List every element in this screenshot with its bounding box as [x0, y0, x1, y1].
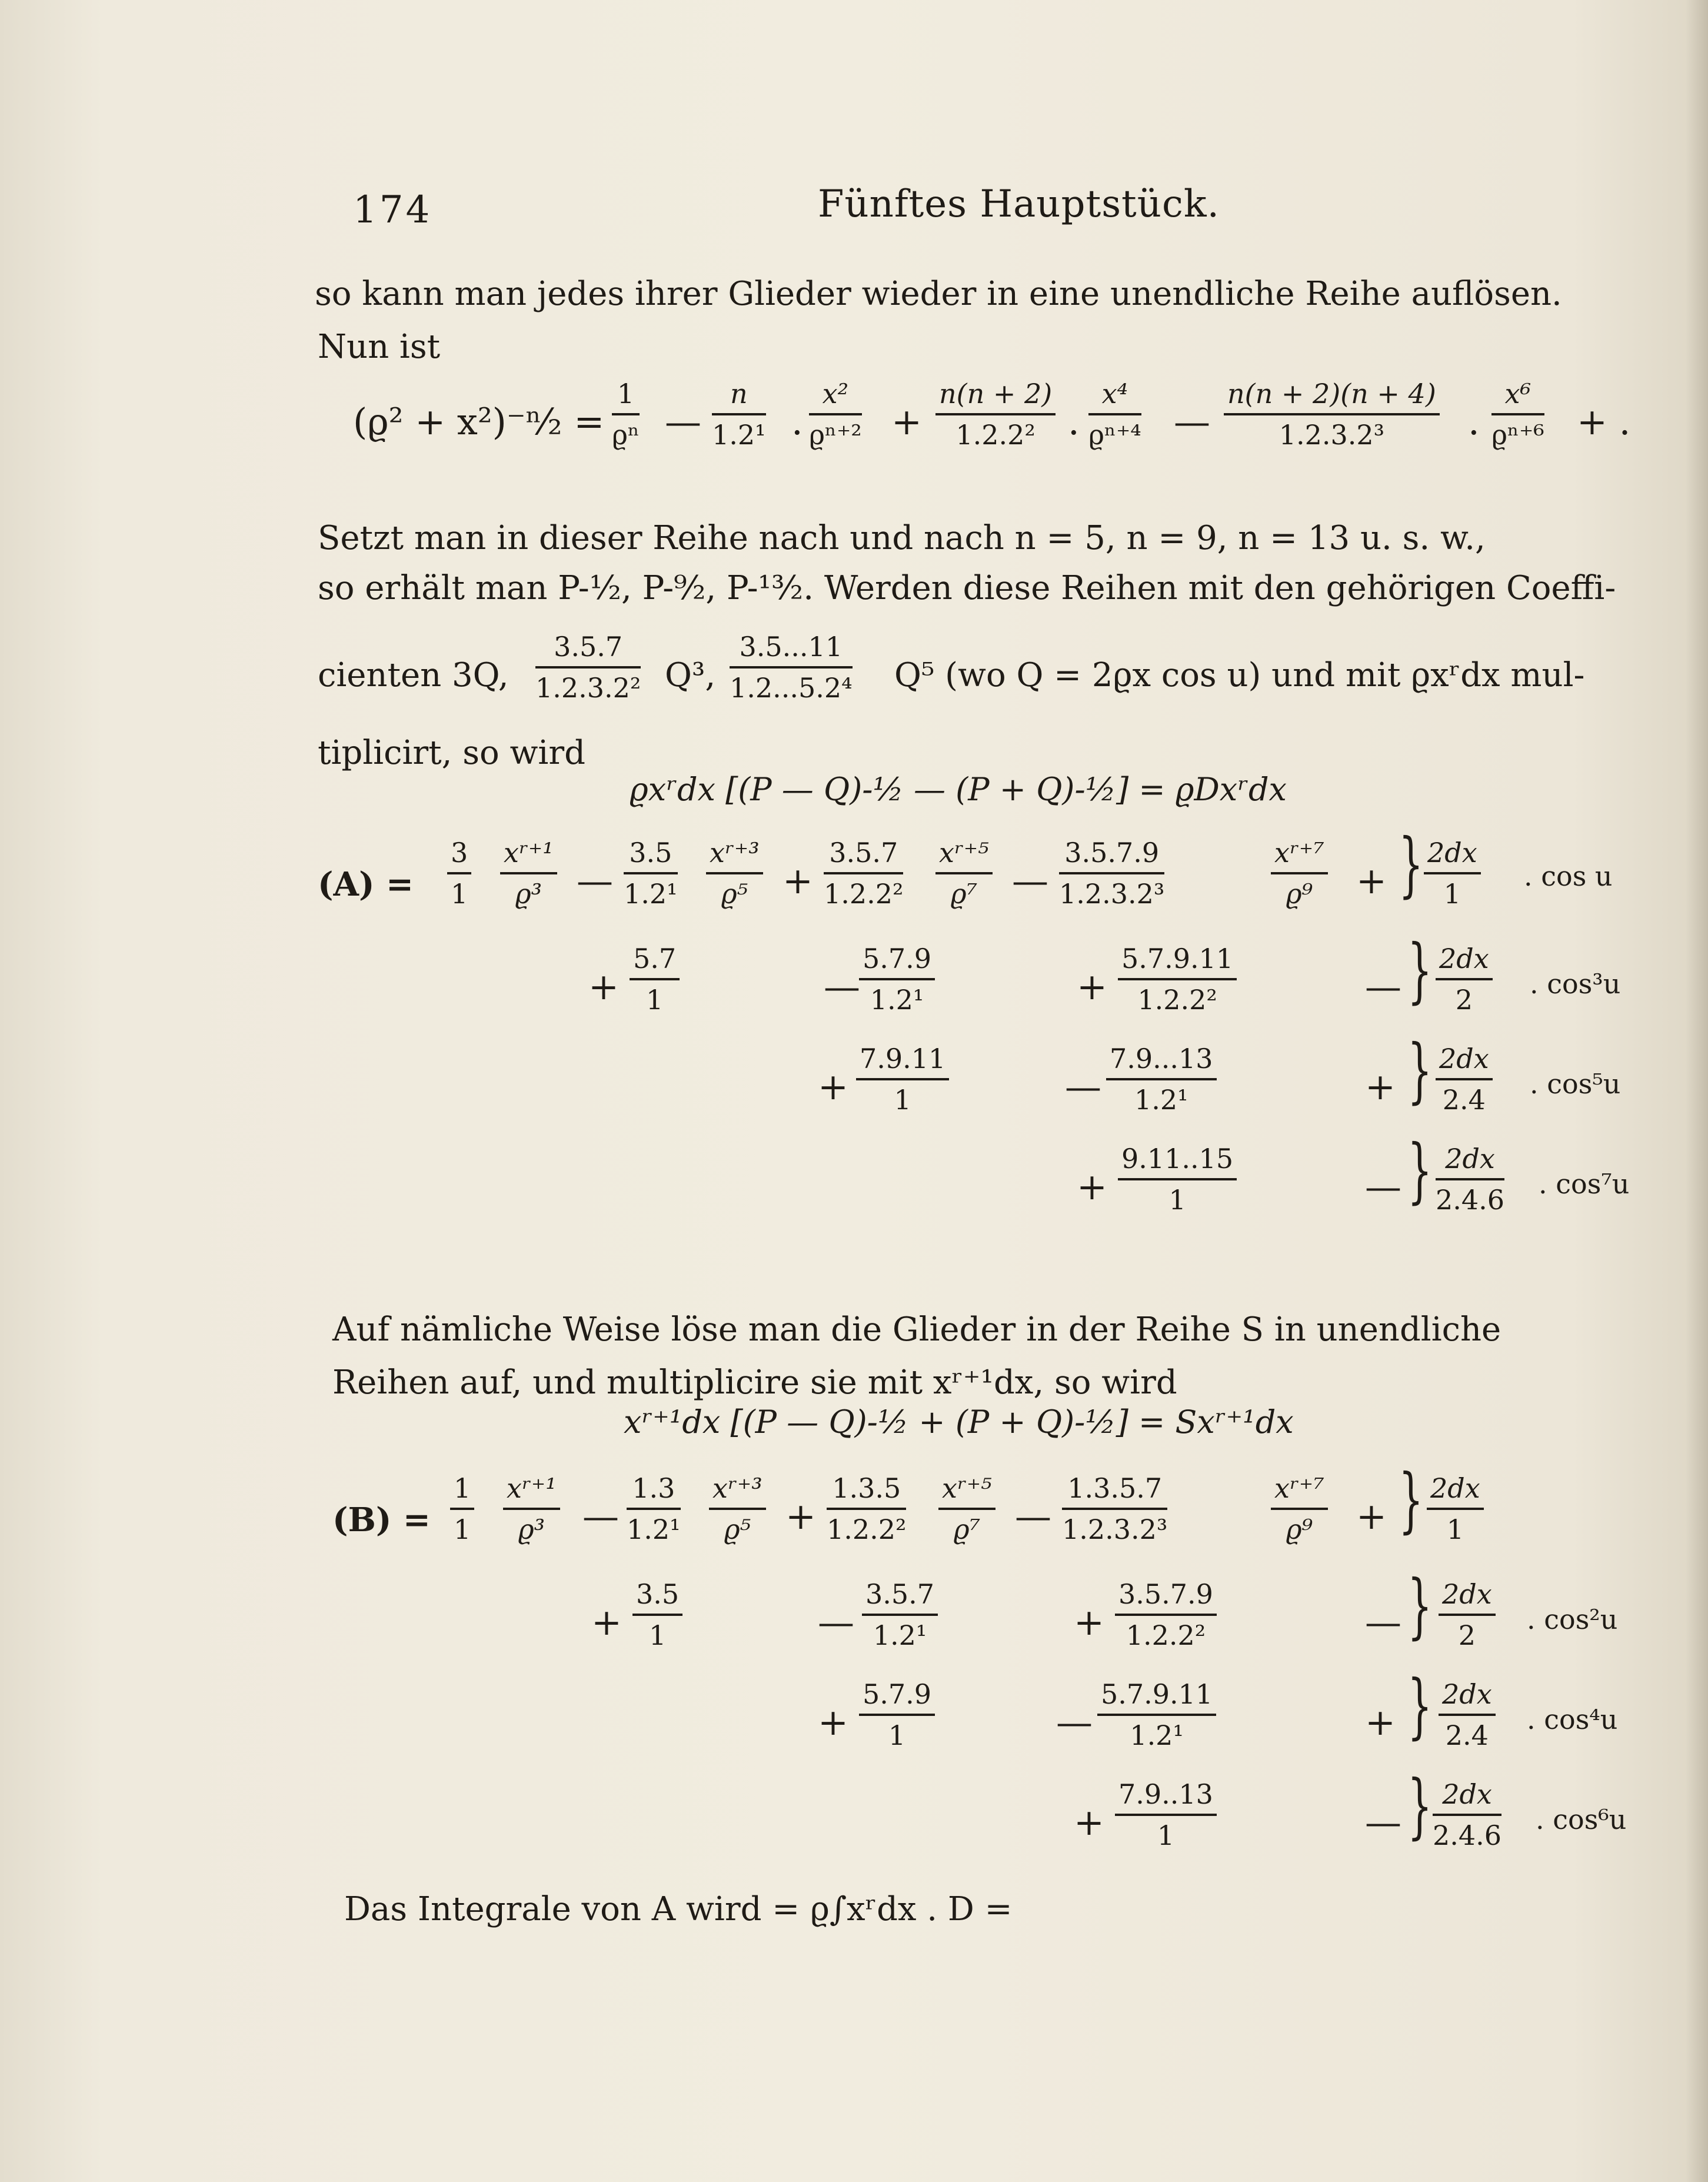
fraction — [632, 1577, 682, 1652]
math-term: 3.5.7.9 — [1059, 836, 1164, 874]
math-operator: + — [818, 1065, 848, 1108]
math-term: x⁶ — [1491, 377, 1544, 415]
math-operator: + — [1365, 1701, 1396, 1744]
math-term: 2.4.6 — [1433, 1820, 1502, 1851]
page-header — [353, 177, 1236, 247]
math-term: 3.5 — [624, 836, 678, 874]
math-term: ϱ⁷ — [950, 878, 978, 910]
brace: } — [1407, 1565, 1433, 1647]
cosine-factor: . cos³u — [1530, 968, 1621, 1000]
fraction — [1271, 836, 1328, 911]
math-term: xʳ⁺¹ — [500, 836, 557, 874]
math-term: 2dx — [1439, 1577, 1496, 1616]
fraction — [1424, 836, 1481, 911]
math-term: 7.9..13 — [1115, 1777, 1217, 1816]
series-equation — [353, 377, 1647, 471]
math-term: xʳ⁺⁵ — [938, 1471, 995, 1510]
fraction — [627, 1471, 681, 1546]
math-term: 1 — [451, 878, 468, 910]
math-term: n(n + 2) — [935, 377, 1056, 415]
fraction — [1106, 1042, 1217, 1117]
math-operator: + — [1074, 1601, 1104, 1644]
page-number: 174 — [353, 188, 432, 232]
math-term: 2dx — [1433, 1777, 1501, 1816]
math-term: 3.5.7.9 — [1115, 1577, 1217, 1616]
fraction — [1271, 1471, 1328, 1546]
fraction — [862, 1577, 938, 1652]
equation-b-head: xʳ⁺¹dx [(P — Q)-½ + (P + Q)-½] = Sxʳ⁺¹dx — [624, 1403, 1294, 1441]
text-line: Das Integrale von A wird = ϱ∫xʳdx . D = — [344, 1890, 1013, 1928]
math-term: ϱⁿ — [612, 419, 640, 451]
math-term: 1.2¹ — [627, 1514, 681, 1545]
math-term: 1.2¹ — [873, 1619, 927, 1651]
math-term: xʳ⁺³ — [706, 836, 763, 874]
math-operator: — — [1065, 1065, 1101, 1108]
math-operator: — — [1056, 1701, 1093, 1744]
fraction — [859, 942, 935, 1017]
math-operator: + — [891, 400, 922, 443]
fraction — [1224, 377, 1440, 452]
math-term: 2.4.6 — [1436, 1184, 1505, 1216]
fraction — [824, 836, 903, 911]
math-term: 1.2¹ — [870, 984, 924, 1016]
equation-label: (A) = — [318, 865, 414, 904]
brace: } — [1407, 1765, 1433, 1847]
math-term: 2dx — [1436, 1142, 1504, 1180]
math-term: 5.7.9.11 — [1118, 942, 1237, 980]
math-term: ϱ³ — [515, 878, 542, 910]
math-term: xʳ⁺⁷ — [1271, 836, 1328, 874]
math-term: 1.2.2² — [955, 419, 1036, 451]
math-operator: + — [1365, 1065, 1396, 1108]
math-term: 1.2...5.2⁴ — [730, 672, 853, 704]
math-term: 1 — [454, 1514, 471, 1545]
math-term: 1.2.3.2³ — [1278, 419, 1385, 451]
text-line: Reihen auf, und multiplicire sie mit xʳ⁺¹dx, so wird — [332, 1363, 1177, 1402]
math-term: ϱⁿ⁺⁴ — [1088, 419, 1141, 451]
text-line: Setzt man in dieser Reihe nach und nach n = 5, n = 9, n = 13 u. s. w., — [318, 519, 1486, 557]
fraction — [1491, 377, 1544, 452]
math-term: 1.3 — [627, 1471, 681, 1510]
math-operator: — — [1012, 859, 1048, 902]
math-term: 1.2.3.2² — [535, 672, 641, 704]
fraction — [859, 1677, 935, 1752]
text-line: so kann man jedes ihrer Glieder wieder in eine unendliche Reihe auflösen. — [315, 275, 1562, 313]
math-operator: + — [1356, 1495, 1387, 1538]
math-term: 1 — [1443, 878, 1461, 910]
math-term: 2dx — [1439, 1677, 1496, 1716]
fraction — [630, 942, 680, 1017]
math-term: 1.2¹ — [712, 419, 766, 451]
text-line: so erhält man P-½, P-⁹⁄₂, P-¹³⁄₂. Werden diese Reihen mit den gehörigen Coeffi- — [318, 569, 1616, 607]
fraction — [1062, 1471, 1167, 1546]
running-head: Fünftes Hauptstück. — [818, 182, 1220, 226]
fraction — [856, 1042, 949, 1117]
math-term: 1 — [1168, 1184, 1186, 1216]
fraction — [1433, 1777, 1501, 1852]
math-term: 1.2.2² — [827, 1514, 907, 1545]
fraction — [935, 377, 1056, 452]
math-term: 3.5 — [632, 1577, 682, 1616]
equation-b-block — [332, 1459, 1644, 1871]
math-term: 1.2¹ — [1134, 1084, 1188, 1116]
math-term: x⁴ — [1088, 377, 1141, 415]
math-term: 1.2¹ — [624, 878, 678, 910]
fraction — [1118, 942, 1237, 1017]
math-term: 9.11..15 — [1118, 1142, 1237, 1180]
math-term: 2.4 — [1442, 1084, 1486, 1116]
math-term: 1 — [645, 984, 664, 1016]
fraction — [712, 377, 766, 452]
math-operator: — — [1365, 1165, 1401, 1208]
cosine-factor: . cos⁴u — [1527, 1704, 1618, 1735]
fraction — [447, 836, 471, 911]
fraction — [503, 1471, 560, 1546]
math-term: 1.2.2² — [1126, 1619, 1206, 1651]
math-term: 1.2.2² — [824, 878, 904, 910]
math-term: 3 — [447, 836, 471, 874]
math-operator: + — [783, 859, 813, 902]
math-term: 2dx — [1436, 942, 1493, 980]
math-term: n(n + 2)(n + 4) — [1224, 377, 1440, 415]
brace: } — [1399, 1459, 1424, 1541]
fraction — [827, 1471, 906, 1546]
math-operator: — — [1015, 1495, 1051, 1538]
fraction — [1097, 1677, 1216, 1752]
math-term: ϱ⁵ — [721, 878, 748, 910]
math-operator: + — [1074, 1801, 1104, 1844]
math-operator: + — [1077, 965, 1107, 1008]
math-term: ϱⁿ⁺² — [809, 419, 862, 451]
fraction — [1439, 1577, 1496, 1652]
math-operator: — — [1365, 1601, 1401, 1644]
text-line: tiplicirt, so wird — [318, 734, 585, 772]
cosine-factor: . cos²u — [1527, 1604, 1618, 1635]
math-term: ϱ⁷ — [953, 1514, 981, 1545]
fraction — [1436, 1042, 1493, 1117]
math-term: 1.2.3.2³ — [1062, 1514, 1168, 1545]
math-term: ϱ⁵ — [724, 1514, 751, 1545]
math-term: 1 — [888, 1719, 906, 1751]
math-term: 1.3.5 — [827, 1471, 906, 1510]
math-operator: — — [665, 400, 701, 443]
fraction — [938, 1471, 995, 1546]
math-operator: + — [785, 1495, 816, 1538]
fraction — [612, 377, 640, 452]
math-term: 7.9.11 — [856, 1042, 949, 1080]
fraction — [1115, 1577, 1217, 1652]
math-operator: — — [824, 965, 860, 1008]
math-term: 1.3.5.7 — [1062, 1471, 1167, 1510]
math-operator: — — [1174, 400, 1210, 443]
brace: } — [1407, 1030, 1433, 1112]
fraction — [730, 630, 853, 705]
math-term: ϱⁿ⁺⁶ — [1491, 419, 1544, 451]
math-term: 5.7 — [630, 942, 680, 980]
fraction — [1088, 377, 1141, 452]
math-term: xʳ⁺⁷ — [1271, 1471, 1328, 1510]
fraction — [706, 836, 763, 911]
math-term: 3.5.7 — [535, 630, 641, 668]
fraction — [500, 836, 557, 911]
math-operator: — — [577, 859, 613, 902]
fraction — [624, 836, 678, 911]
math-term: 1 — [1446, 1514, 1464, 1545]
equation-label: (B) = — [332, 1501, 431, 1539]
math-term: 5.7.9.11 — [1097, 1677, 1216, 1716]
math-term: 1.2.2² — [1137, 984, 1217, 1016]
fraction — [1436, 1142, 1504, 1217]
math-operator: + — [818, 1701, 848, 1744]
math-term: ϱ⁹ — [1286, 878, 1313, 910]
brace: } — [1407, 1130, 1433, 1212]
math-term: 2 — [1458, 1619, 1476, 1651]
math-term: 1.2¹ — [1130, 1719, 1184, 1751]
math-term: 1 — [450, 1471, 474, 1510]
math-operator: . — [791, 400, 803, 443]
math-operator: . — [1468, 400, 1480, 443]
page-edge-shadow — [1686, 0, 1708, 2182]
math-term: 2 — [1455, 984, 1473, 1016]
math-term: 1 — [894, 1084, 911, 1116]
cosine-factor: . cos u — [1524, 860, 1613, 892]
math-term: 3.5.7 — [862, 1577, 938, 1616]
equation-lhs: (ϱ² + x²)⁻ⁿ⁄₂ = — [353, 400, 605, 443]
math-term: xʳ⁺⁵ — [935, 836, 993, 874]
equation-a-block — [318, 824, 1642, 1248]
math-term: 2dx — [1436, 1042, 1493, 1080]
fraction — [1439, 1677, 1496, 1752]
math-term: 1.2.3.2³ — [1059, 878, 1165, 910]
math-term: 5.7.9 — [859, 1677, 935, 1716]
equation-a-head: ϱxʳdx [(P — Q)-½ — (P + Q)-½] = ϱDxʳdx — [630, 771, 1287, 808]
math-term: 2.4 — [1445, 1719, 1489, 1751]
fraction — [809, 377, 862, 452]
math-term: x² — [809, 377, 862, 415]
math-operator: — — [1365, 1801, 1401, 1844]
fraction — [450, 1471, 474, 1546]
brace: } — [1407, 1665, 1433, 1747]
brace: } — [1407, 930, 1433, 1012]
math-term: 1 — [612, 377, 640, 415]
math-term: 5.7.9 — [859, 942, 935, 980]
cosine-factor: . cos⁵u — [1530, 1068, 1621, 1100]
math-term: 2dx — [1427, 1471, 1484, 1510]
text-line: Nun ist — [318, 328, 441, 366]
math-term: 1 — [648, 1619, 667, 1651]
math-operator: + — [588, 965, 619, 1008]
math-operator: + — [591, 1601, 622, 1644]
cosine-factor: . cos⁶u — [1536, 1804, 1627, 1835]
text-line: Auf nämliche Weise löse man die Glieder in der Reihe S in unendliche — [332, 1310, 1501, 1349]
math-operator: — — [582, 1495, 619, 1538]
math-term: xʳ⁺¹ — [503, 1471, 560, 1510]
fraction — [1436, 942, 1493, 1017]
fraction — [1059, 836, 1164, 911]
fraction — [1427, 1471, 1484, 1546]
cosine-factor: . cos⁷u — [1539, 1168, 1630, 1200]
math-term: 2dx — [1424, 836, 1481, 874]
coefficients-line: cienten 3Q, $\frac{3.5.7}{\text{1.2.3.2²}}$ Q³, $\frac{3.5...11}{\text{1.2...5.2⁴}}$ Q⁵ (wo Q = 2ϱx cos u) und mit ϱxʳdx mul- — [318, 631, 1585, 704]
math-term: 1 — [1157, 1820, 1175, 1851]
math-operator: — — [1365, 965, 1401, 1008]
math-term: 3.5...11 — [730, 630, 853, 668]
math-term: ϱ⁹ — [1286, 1514, 1313, 1545]
math-operator: — — [818, 1601, 854, 1644]
math-term: 3.5.7 — [824, 836, 903, 874]
math-operator: + — [1077, 1165, 1107, 1208]
brace: } — [1399, 824, 1424, 906]
fraction — [1118, 1142, 1237, 1217]
math-term: n — [712, 377, 766, 415]
math-operator: + . — [1577, 400, 1631, 443]
fraction — [935, 836, 993, 911]
math-operator: . — [1068, 400, 1080, 443]
math-operator: + — [1356, 859, 1387, 902]
math-term: xʳ⁺³ — [709, 1471, 766, 1510]
fraction — [535, 630, 641, 705]
math-term: 7.9...13 — [1106, 1042, 1217, 1080]
fraction — [709, 1471, 766, 1546]
fraction — [1115, 1777, 1217, 1852]
math-term: ϱ³ — [518, 1514, 545, 1545]
